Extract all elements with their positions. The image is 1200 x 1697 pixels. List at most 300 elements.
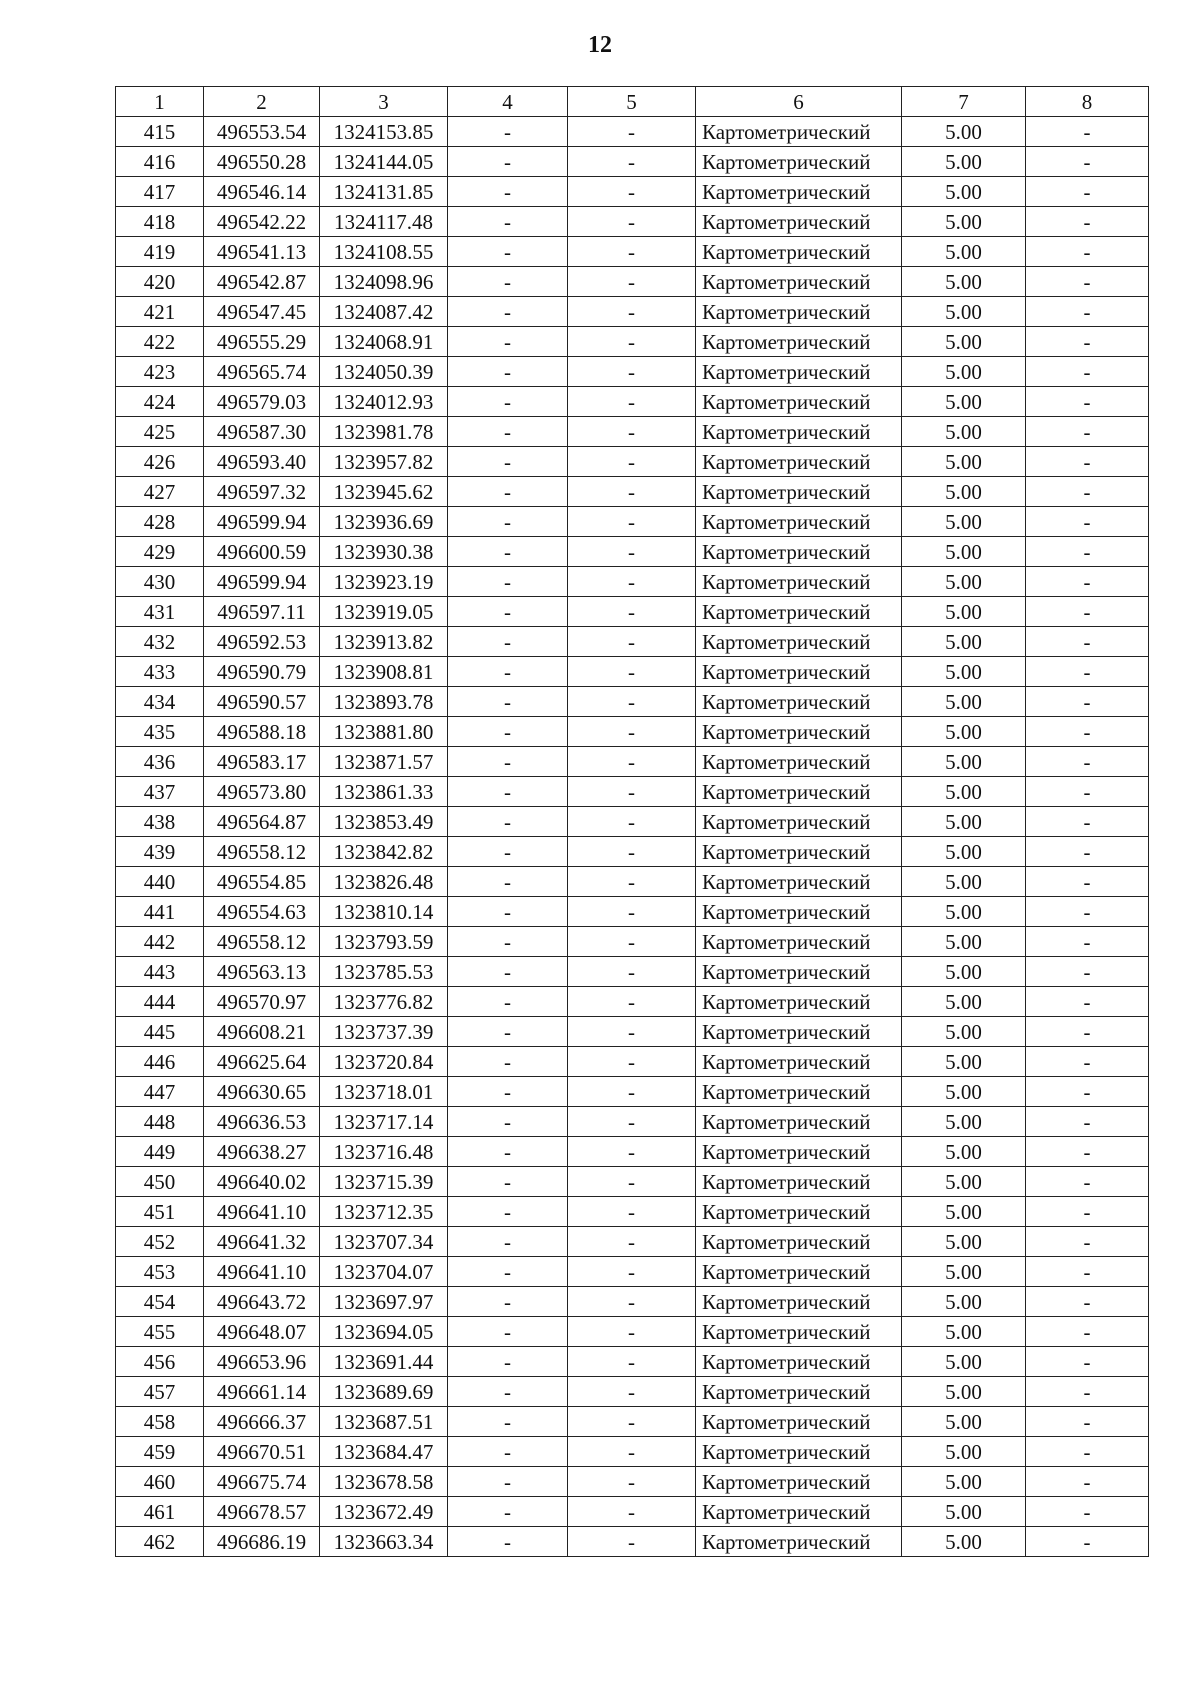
accuracy-cell: 5.00 [902, 567, 1026, 597]
accuracy-cell: 5.00 [902, 1077, 1026, 1107]
point-number-cell: 440 [116, 867, 204, 897]
y-coordinate-cell: 1323672.49 [320, 1497, 448, 1527]
method-cell: Картометрический [696, 747, 902, 777]
y-coordinate-cell: 1323785.53 [320, 957, 448, 987]
table-row [116, 147, 1149, 177]
point-number-cell: 443 [116, 957, 204, 987]
method-cell: Картометрический [696, 147, 902, 177]
accuracy-cell: 5.00 [902, 657, 1026, 687]
column-header: 8 [1026, 87, 1149, 117]
x-coordinate-cell: 496636.53 [204, 1107, 320, 1137]
y-coordinate-cell: 1323945.62 [320, 477, 448, 507]
method-cell: Картометрический [696, 1137, 902, 1167]
col5-cell: - [568, 327, 696, 357]
col4-cell: - [448, 507, 568, 537]
col4-cell: - [448, 1347, 568, 1377]
table-row [116, 837, 1149, 867]
method-cell: Картометрический [696, 1257, 902, 1287]
col5-cell: - [568, 417, 696, 447]
point-number-cell: 449 [116, 1137, 204, 1167]
col8-cell: - [1026, 687, 1149, 717]
x-coordinate-cell: 496675.74 [204, 1467, 320, 1497]
col5-cell: - [568, 597, 696, 627]
table-row [116, 387, 1149, 417]
method-cell: Картометрический [696, 357, 902, 387]
x-coordinate-cell: 496555.29 [204, 327, 320, 357]
method-cell: Картометрический [696, 567, 902, 597]
accuracy-cell: 5.00 [902, 1137, 1026, 1167]
col4-cell: - [448, 1167, 568, 1197]
accuracy-cell: 5.00 [902, 237, 1026, 267]
table-row [116, 1287, 1149, 1317]
point-number-cell: 418 [116, 207, 204, 237]
column-header: 6 [696, 87, 902, 117]
col8-cell: - [1026, 1077, 1149, 1107]
accuracy-cell: 5.00 [902, 1407, 1026, 1437]
col4-cell: - [448, 297, 568, 327]
x-coordinate-cell: 496599.94 [204, 507, 320, 537]
col5-cell: - [568, 447, 696, 477]
x-coordinate-cell: 496670.51 [204, 1437, 320, 1467]
col5-cell: - [568, 567, 696, 597]
accuracy-cell: 5.00 [902, 1497, 1026, 1527]
col8-cell: - [1026, 1017, 1149, 1047]
y-coordinate-cell: 1324117.48 [320, 207, 448, 237]
accuracy-cell: 5.00 [902, 1047, 1026, 1077]
y-coordinate-cell: 1323687.51 [320, 1407, 448, 1437]
x-coordinate-cell: 496583.17 [204, 747, 320, 777]
col4-cell: - [448, 567, 568, 597]
table-row [116, 987, 1149, 1017]
table-row [116, 1317, 1149, 1347]
y-coordinate-cell: 1323919.05 [320, 597, 448, 627]
col4-cell: - [448, 267, 568, 297]
x-coordinate-cell: 496625.64 [204, 1047, 320, 1077]
y-coordinate-cell: 1323810.14 [320, 897, 448, 927]
y-coordinate-cell: 1323913.82 [320, 627, 448, 657]
col5-cell: - [568, 807, 696, 837]
accuracy-cell: 5.00 [902, 417, 1026, 447]
col8-cell: - [1026, 1107, 1149, 1137]
point-number-cell: 426 [116, 447, 204, 477]
col5-cell: - [568, 117, 696, 147]
point-number-cell: 442 [116, 927, 204, 957]
col5-cell: - [568, 1437, 696, 1467]
col4-cell: - [448, 687, 568, 717]
accuracy-cell: 5.00 [902, 537, 1026, 567]
y-coordinate-cell: 1323936.69 [320, 507, 448, 537]
x-coordinate-cell: 496558.12 [204, 837, 320, 867]
col4-cell: - [448, 747, 568, 777]
y-coordinate-cell: 1323793.59 [320, 927, 448, 957]
method-cell: Картометрический [696, 957, 902, 987]
x-coordinate-cell: 496592.53 [204, 627, 320, 657]
method-cell: Картометрический [696, 1167, 902, 1197]
point-number-cell: 445 [116, 1017, 204, 1047]
col4-cell: - [448, 927, 568, 957]
col4-cell: - [448, 1497, 568, 1527]
method-cell: Картометрический [696, 177, 902, 207]
y-coordinate-cell: 1324153.85 [320, 117, 448, 147]
point-number-cell: 461 [116, 1497, 204, 1527]
x-coordinate-cell: 496590.79 [204, 657, 320, 687]
col4-cell: - [448, 237, 568, 267]
accuracy-cell: 5.00 [902, 477, 1026, 507]
accuracy-cell: 5.00 [902, 1347, 1026, 1377]
accuracy-cell: 5.00 [902, 117, 1026, 147]
method-cell: Картометрический [696, 627, 902, 657]
y-coordinate-cell: 1324012.93 [320, 387, 448, 417]
table-row [116, 927, 1149, 957]
table-row [116, 297, 1149, 327]
col4-cell: - [448, 1077, 568, 1107]
accuracy-cell: 5.00 [902, 927, 1026, 957]
point-number-cell: 437 [116, 777, 204, 807]
accuracy-cell: 5.00 [902, 327, 1026, 357]
y-coordinate-cell: 1324098.96 [320, 267, 448, 297]
x-coordinate-cell: 496588.18 [204, 717, 320, 747]
col4-cell: - [448, 717, 568, 747]
point-number-cell: 446 [116, 1047, 204, 1077]
col5-cell: - [568, 537, 696, 567]
accuracy-cell: 5.00 [902, 1227, 1026, 1257]
point-number-cell: 436 [116, 747, 204, 777]
col8-cell: - [1026, 237, 1149, 267]
table-row [116, 897, 1149, 927]
column-header: 2 [204, 87, 320, 117]
col4-cell: - [448, 357, 568, 387]
table-row [116, 1017, 1149, 1047]
table-row [116, 657, 1149, 687]
table-row [116, 357, 1149, 387]
method-cell: Картометрический [696, 807, 902, 837]
col4-cell: - [448, 1377, 568, 1407]
table-row [116, 1347, 1149, 1377]
method-cell: Картометрический [696, 777, 902, 807]
x-coordinate-cell: 496563.13 [204, 957, 320, 987]
table-row [116, 447, 1149, 477]
accuracy-cell: 5.00 [902, 957, 1026, 987]
col8-cell: - [1026, 1317, 1149, 1347]
table-row [116, 747, 1149, 777]
col8-cell: - [1026, 1227, 1149, 1257]
col4-cell: - [448, 777, 568, 807]
point-number-cell: 450 [116, 1167, 204, 1197]
col5-cell: - [568, 507, 696, 537]
col8-cell: - [1026, 777, 1149, 807]
col8-cell: - [1026, 177, 1149, 207]
x-coordinate-cell: 496648.07 [204, 1317, 320, 1347]
table-row [116, 1137, 1149, 1167]
accuracy-cell: 5.00 [902, 1527, 1026, 1557]
table-row [116, 777, 1149, 807]
col4-cell: - [448, 807, 568, 837]
accuracy-cell: 5.00 [902, 1107, 1026, 1137]
col5-cell: - [568, 1197, 696, 1227]
col4-cell: - [448, 117, 568, 147]
table-row [116, 177, 1149, 207]
point-number-cell: 452 [116, 1227, 204, 1257]
y-coordinate-cell: 1323923.19 [320, 567, 448, 597]
x-coordinate-cell: 496547.45 [204, 297, 320, 327]
col4-cell: - [448, 387, 568, 417]
col5-cell: - [568, 777, 696, 807]
col8-cell: - [1026, 387, 1149, 417]
column-header: 4 [448, 87, 568, 117]
col4-cell: - [448, 1287, 568, 1317]
y-coordinate-cell: 1323684.47 [320, 1437, 448, 1467]
col4-cell: - [448, 1257, 568, 1287]
accuracy-cell: 5.00 [902, 1017, 1026, 1047]
table-row [116, 1107, 1149, 1137]
col4-cell: - [448, 1137, 568, 1167]
y-coordinate-cell: 1324068.91 [320, 327, 448, 357]
col4-cell: - [448, 867, 568, 897]
y-coordinate-cell: 1323842.82 [320, 837, 448, 867]
x-coordinate-cell: 496553.54 [204, 117, 320, 147]
y-coordinate-cell: 1323720.84 [320, 1047, 448, 1077]
accuracy-cell: 5.00 [902, 807, 1026, 837]
column-header: 5 [568, 87, 696, 117]
x-coordinate-cell: 496554.85 [204, 867, 320, 897]
method-cell: Картометрический [696, 1437, 902, 1467]
column-header: 3 [320, 87, 448, 117]
x-coordinate-cell: 496570.97 [204, 987, 320, 1017]
col4-cell: - [448, 1467, 568, 1497]
y-coordinate-cell: 1323981.78 [320, 417, 448, 447]
table-row [116, 1437, 1149, 1467]
col8-cell: - [1026, 327, 1149, 357]
col5-cell: - [568, 1257, 696, 1287]
x-coordinate-cell: 496630.65 [204, 1077, 320, 1107]
table-row [116, 627, 1149, 657]
y-coordinate-cell: 1323776.82 [320, 987, 448, 1017]
col5-cell: - [568, 267, 696, 297]
column-header: 1 [116, 87, 204, 117]
col8-cell: - [1026, 267, 1149, 297]
y-coordinate-cell: 1324144.05 [320, 147, 448, 177]
point-number-cell: 434 [116, 687, 204, 717]
y-coordinate-cell: 1323694.05 [320, 1317, 448, 1347]
y-coordinate-cell: 1323704.07 [320, 1257, 448, 1287]
y-coordinate-cell: 1323893.78 [320, 687, 448, 717]
accuracy-cell: 5.00 [902, 627, 1026, 657]
x-coordinate-cell: 496565.74 [204, 357, 320, 387]
table-row [116, 687, 1149, 717]
x-coordinate-cell: 496666.37 [204, 1407, 320, 1437]
method-cell: Картометрический [696, 1287, 902, 1317]
col5-cell: - [568, 627, 696, 657]
col8-cell: - [1026, 297, 1149, 327]
method-cell: Картометрический [696, 267, 902, 297]
accuracy-cell: 5.00 [902, 357, 1026, 387]
accuracy-cell: 5.00 [902, 297, 1026, 327]
col4-cell: - [448, 837, 568, 867]
col4-cell: - [448, 1317, 568, 1347]
point-number-cell: 439 [116, 837, 204, 867]
x-coordinate-cell: 496641.32 [204, 1227, 320, 1257]
point-number-cell: 453 [116, 1257, 204, 1287]
table-row [116, 507, 1149, 537]
col4-cell: - [448, 327, 568, 357]
col8-cell: - [1026, 1527, 1149, 1557]
x-coordinate-cell: 496597.11 [204, 597, 320, 627]
point-number-cell: 460 [116, 1467, 204, 1497]
col5-cell: - [568, 687, 696, 717]
point-number-cell: 430 [116, 567, 204, 597]
accuracy-cell: 5.00 [902, 867, 1026, 897]
accuracy-cell: 5.00 [902, 147, 1026, 177]
accuracy-cell: 5.00 [902, 1197, 1026, 1227]
point-number-cell: 433 [116, 657, 204, 687]
point-number-cell: 455 [116, 1317, 204, 1347]
col4-cell: - [448, 627, 568, 657]
col8-cell: - [1026, 207, 1149, 237]
x-coordinate-cell: 496542.87 [204, 267, 320, 297]
col8-cell: - [1026, 1497, 1149, 1527]
col5-cell: - [568, 657, 696, 687]
col8-cell: - [1026, 1257, 1149, 1287]
point-number-cell: 427 [116, 477, 204, 507]
point-number-cell: 432 [116, 627, 204, 657]
y-coordinate-cell: 1323715.39 [320, 1167, 448, 1197]
col5-cell: - [568, 1467, 696, 1497]
point-number-cell: 459 [116, 1437, 204, 1467]
col5-cell: - [568, 987, 696, 1017]
y-coordinate-cell: 1323678.58 [320, 1467, 448, 1497]
table-row [116, 1077, 1149, 1107]
col5-cell: - [568, 1047, 696, 1077]
accuracy-cell: 5.00 [902, 597, 1026, 627]
col8-cell: - [1026, 117, 1149, 147]
y-coordinate-cell: 1323826.48 [320, 867, 448, 897]
method-cell: Картометрический [696, 1377, 902, 1407]
col5-cell: - [568, 1107, 696, 1137]
col4-cell: - [448, 1107, 568, 1137]
x-coordinate-cell: 496542.22 [204, 207, 320, 237]
point-number-cell: 441 [116, 897, 204, 927]
table-row [116, 537, 1149, 567]
point-number-cell: 458 [116, 1407, 204, 1437]
method-cell: Картометрический [696, 687, 902, 717]
accuracy-cell: 5.00 [902, 1167, 1026, 1197]
accuracy-cell: 5.00 [902, 687, 1026, 717]
point-number-cell: 447 [116, 1077, 204, 1107]
table-row [116, 807, 1149, 837]
method-cell: Картометрический [696, 837, 902, 867]
table-row [116, 417, 1149, 447]
y-coordinate-cell: 1324108.55 [320, 237, 448, 267]
method-cell: Картометрический [696, 597, 902, 627]
col5-cell: - [568, 147, 696, 177]
col5-cell: - [568, 747, 696, 777]
accuracy-cell: 5.00 [902, 507, 1026, 537]
point-number-cell: 420 [116, 267, 204, 297]
point-number-cell: 444 [116, 987, 204, 1017]
x-coordinate-cell: 496640.02 [204, 1167, 320, 1197]
table-row [116, 327, 1149, 357]
col8-cell: - [1026, 627, 1149, 657]
point-number-cell: 438 [116, 807, 204, 837]
page-number: 12 [588, 32, 612, 58]
method-cell: Картометрический [696, 1497, 902, 1527]
y-coordinate-cell: 1324087.42 [320, 297, 448, 327]
col4-cell: - [448, 177, 568, 207]
x-coordinate-cell: 496638.27 [204, 1137, 320, 1167]
method-cell: Картометрический [696, 1197, 902, 1227]
point-number-cell: 423 [116, 357, 204, 387]
method-cell: Картометрический [696, 327, 902, 357]
point-number-cell: 429 [116, 537, 204, 567]
col8-cell: - [1026, 537, 1149, 567]
col4-cell: - [448, 987, 568, 1017]
col8-cell: - [1026, 567, 1149, 597]
x-coordinate-cell: 496573.80 [204, 777, 320, 807]
table-row [116, 867, 1149, 897]
col8-cell: - [1026, 1347, 1149, 1377]
col5-cell: - [568, 477, 696, 507]
col5-cell: - [568, 717, 696, 747]
method-cell: Картометрический [696, 477, 902, 507]
table-header-row [116, 87, 1149, 117]
accuracy-cell: 5.00 [902, 387, 1026, 417]
col5-cell: - [568, 387, 696, 417]
x-coordinate-cell: 496600.59 [204, 537, 320, 567]
col4-cell: - [448, 1437, 568, 1467]
col4-cell: - [448, 597, 568, 627]
x-coordinate-cell: 496554.63 [204, 897, 320, 927]
method-cell: Картометрический [696, 417, 902, 447]
col4-cell: - [448, 537, 568, 567]
y-coordinate-cell: 1323871.57 [320, 747, 448, 777]
point-number-cell: 448 [116, 1107, 204, 1137]
x-coordinate-cell: 496661.14 [204, 1377, 320, 1407]
table-row [116, 1167, 1149, 1197]
method-cell: Картометрический [696, 237, 902, 267]
x-coordinate-cell: 496641.10 [204, 1257, 320, 1287]
y-coordinate-cell: 1323718.01 [320, 1077, 448, 1107]
y-coordinate-cell: 1323861.33 [320, 777, 448, 807]
x-coordinate-cell: 496593.40 [204, 447, 320, 477]
y-coordinate-cell: 1323663.34 [320, 1527, 448, 1557]
method-cell: Картометрический [696, 927, 902, 957]
x-coordinate-cell: 496686.19 [204, 1527, 320, 1557]
point-number-cell: 457 [116, 1377, 204, 1407]
col8-cell: - [1026, 1137, 1149, 1167]
col5-cell: - [568, 1227, 696, 1257]
accuracy-cell: 5.00 [902, 777, 1026, 807]
col4-cell: - [448, 147, 568, 177]
col5-cell: - [568, 957, 696, 987]
col5-cell: - [568, 867, 696, 897]
point-number-cell: 425 [116, 417, 204, 447]
col8-cell: - [1026, 147, 1149, 177]
accuracy-cell: 5.00 [902, 207, 1026, 237]
col5-cell: - [568, 897, 696, 927]
table-row [116, 1257, 1149, 1287]
col8-cell: - [1026, 477, 1149, 507]
col8-cell: - [1026, 957, 1149, 987]
col8-cell: - [1026, 507, 1149, 537]
coordinates-table [115, 86, 1149, 1557]
x-coordinate-cell: 496550.28 [204, 147, 320, 177]
point-number-cell: 456 [116, 1347, 204, 1377]
y-coordinate-cell: 1323691.44 [320, 1347, 448, 1377]
col8-cell: - [1026, 807, 1149, 837]
accuracy-cell: 5.00 [902, 1257, 1026, 1287]
accuracy-cell: 5.00 [902, 897, 1026, 927]
col8-cell: - [1026, 1287, 1149, 1317]
